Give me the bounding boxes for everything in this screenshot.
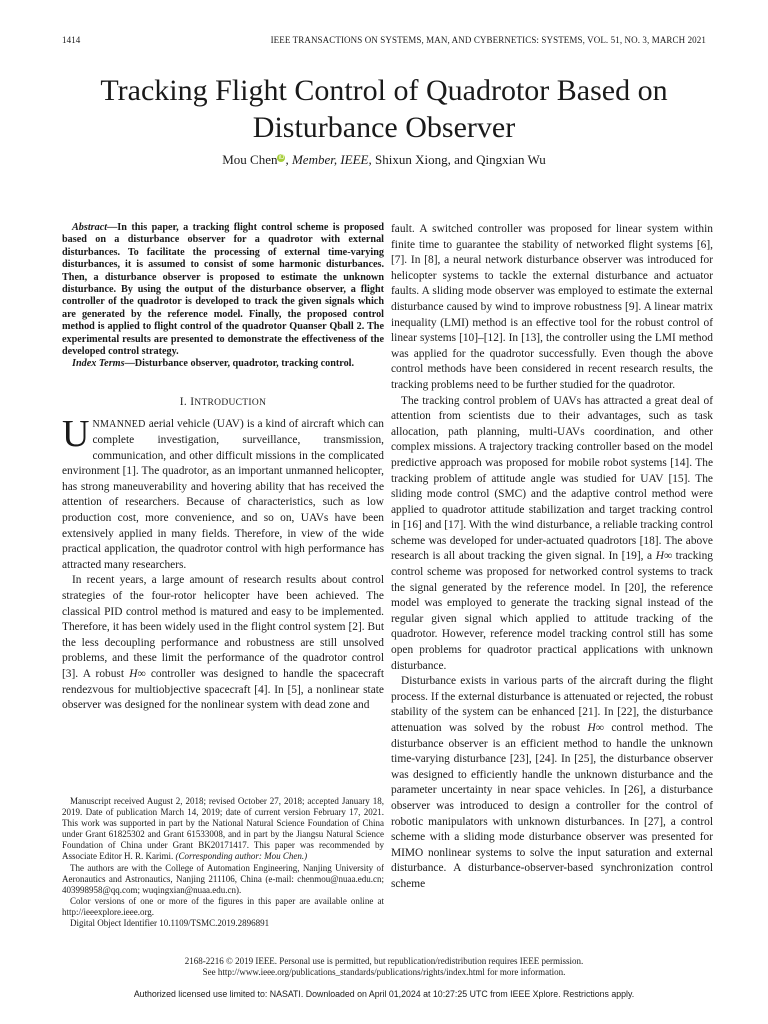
author-list [40,152,728,168]
drop-cap: U [62,413,90,456]
author-first: Mou Chen [222,152,278,167]
index-terms-lead: Index Terms [72,358,125,370]
left-column [62,222,384,714]
intro-paragraph-2: In recent years, a large amount of research results about control strategies of the four-rotor helicopter have been achieved. The classical PID control method is matured and easy to be implemented. Therefore, it has been widely used in the flight control system [2]. But the less decoupling performance and robustness are still unsolved problems, and these limit the performance of the quadrotor control [3]. A robust H∞ controller was designed to handle the spacecraft rendezvous for multiobjective spacecraft [4]. In [5], a nonlinear state observer was designed for the nonlinear system with dead zone and [62,574,384,712]
author-first-role: , Member, IEEE, [285,152,372,167]
title-line-2: Disturbance Observer [252,111,516,144]
index-terms-text: —Disturbance observer, quadrotor, tracking control. [124,358,355,370]
footnotes [62,796,384,929]
copyright-line-2: See http://www.ieee.org/publications_standards/publications/rights/index.html for more information. [202,967,566,977]
right-paragraph-2: The tracking control problem of UAVs has attracted a great deal of attention from scientists due to their advantages, such as task allocation, path planning, multi-UAVs coordination, and other complex missions. A trajectory tracking controller based on the model predictive approach was proposed for mobile robot systems [14]. The tracking problem of attitude angle was studied for UAV [15]. The sliding mode control (SMC) and the adaptive control method were applied to quadrotor attitude stabilization and target tracking control in [16] and [17]. With the wind disturbance, a reliable tracking control scheme was developed for under-actuated quadrotors [18]. The above research is all about tracking the given signal. In [19], a H∞ tracking control scheme was proposed for networked control systems to track the signal generated by the reference model. In [20], the reference model was employed to generate the tracking signal instead of the regular given signal which applied to attitude tracking of the quadrotor. However, reference model tracking control still has some open problems for quadrotor practical applications with unknown disturbance. [391,394,713,672]
page-number: 1414 [62,35,81,45]
paper-title [40,72,728,146]
copyright-line-1: 2168-2216 © 2019 IEEE. Personal use is permitted, but republication/redistribution requires IEEE permission. [184,956,584,966]
footnote-doi: Digital Object Identifier 10.1109/TSMC.2019.2896891 [70,918,270,929]
abstract-lead: Abstract [72,222,108,233]
journal-header: IEEE TRANSACTIONS ON SYSTEMS, MAN, AND CYBERNETICS: SYSTEMS, VOL. 51, NO. 3, MARCH 2021 [270,35,706,45]
footnote-affiliation: The authors are with the College of Automation Engineering, Nanjing University of Aeronautics and Astronautics, Nanjing 211106, China (e-mail: chenmou@nuaa.edu.cn; 403998958@qq.com; wuqingxian@nuaa.edu.cn). [62,862,384,895]
authorized-use-notice: Authorized licensed use limited to: NASATI. Downloaded on April 01,2024 at 10:27:25 UTC from IEEE Xplore. Restrictions apply. [133,989,635,999]
footnote-color: Color versions of one or more of the figures in this paper are available online at http://ieeexplore.ieee.org. [62,895,384,917]
copyright-notice [40,956,728,978]
index-terms [62,358,384,370]
orcid-icon[interactable]: iD [278,154,285,161]
footnote-manuscript: Manuscript received August 2, 2018; revised October 27, 2018; accepted January 18, 2019. Date of publication March 14, 2019; date of current version February 17, 2021. This work was supported in part by the National Natural Science Foundation of China under Grant 61825302 and Grant 61533008, and in part by the Jiangsu Natural Science Foundation of China under Grant BK20171417. This paper was recommended by Associate Editor H. R. Karimi. (Corresponding author: Mou Chen.) [62,796,384,862]
section-heading-introduction: I. INTRODUCTION [179,395,267,408]
title-line-1: Tracking Flight Control of Quadrotor Based on [100,74,668,107]
abstract-text: —In this paper, a tracking flight control scheme is proposed based on a disturbance observer for a quadrotor with external disturbances. To facilitate the processing of external time-varying disturbances, it is assumed to consist of some harmonic disturbances. Then, a disturbance observer is proposed to estimate the unknown disturbance. By using the output of the disturbance observer, a flight controller of the quadrotor is developed to track the given signals which are generated by the reference model. Finally, the proposed control method is applied to flight control of the quadrotor Quanser Qball 2. The experimental results are presented to demonstrate the effectiveness of the developed control strategy. [62,222,384,358]
right-paragraph-3: Disturbance exists in various parts of the aircraft during the flight process. If the external disturbance is attenuated or rejected, the robust stability of the system can be enhanced [21]. In [22], the disturbance attenuation was solved by the robust H∞ control method. The disturbance observer is an efficient method to handle the unknown time-varying disturbance [23], [24]. In [25], the disturbance observer was designed to efficiently handle the unknown disturbance and the parameter uncertainty in near space vehicles. In [26], a disturbance observer was introduced to design a controller for the control of robotic manipulators with unknown disturbances. In [27], a control scheme with a sliding mode disturbance observer was presented for MIMO nonlinear systems to solve the input saturation and external disturbance. A disturbance-observer-based synchronization control scheme [391,675,713,890]
intro-paragraph-1: UNMANNED aerial vehicle (UAV) is a kind of aircraft which can complete investigation, surveillance, transmission, communication, and other difficult missions in the complicated environment [1]. The quadrotor, as an important unmanned helicopter, has strong maneuverability and hovering ability that has received the attention of researchers. Because of characteristics, such as low production cost, more convenience, and so on, UAVs have been extensively applied in many fields. Therefore, in view of the wide practical application, the quadrotor control with high performance has attracted many researchers. [62,413,384,571]
right-paragraph-1: fault. A switched controller was proposed for linear system within finite time to guarantee the stability of networked flight systems [6], [7]. In [8], a neural network disturbance observer was introduced for helicopter systems to tackle the external disturbance and actuator faults. A sliding mode observer was employed to estimate the external disturbance caused by wind to improve robustness [9]. A linear matrix inequality (LMI) method is an effective tool for the robust control of linear systems [10]–[12]. In [13], the controller using the LMI method was applied for the quadrotor successfully. Even though the above control methods have been considered in recent research results, the tracking problems need to be further studied for the quadrotor. [391,223,713,391]
abstract [62,222,384,358]
author-rest: Shixun Xiong, and Qingxian Wu [371,152,546,167]
right-column [391,222,713,893]
